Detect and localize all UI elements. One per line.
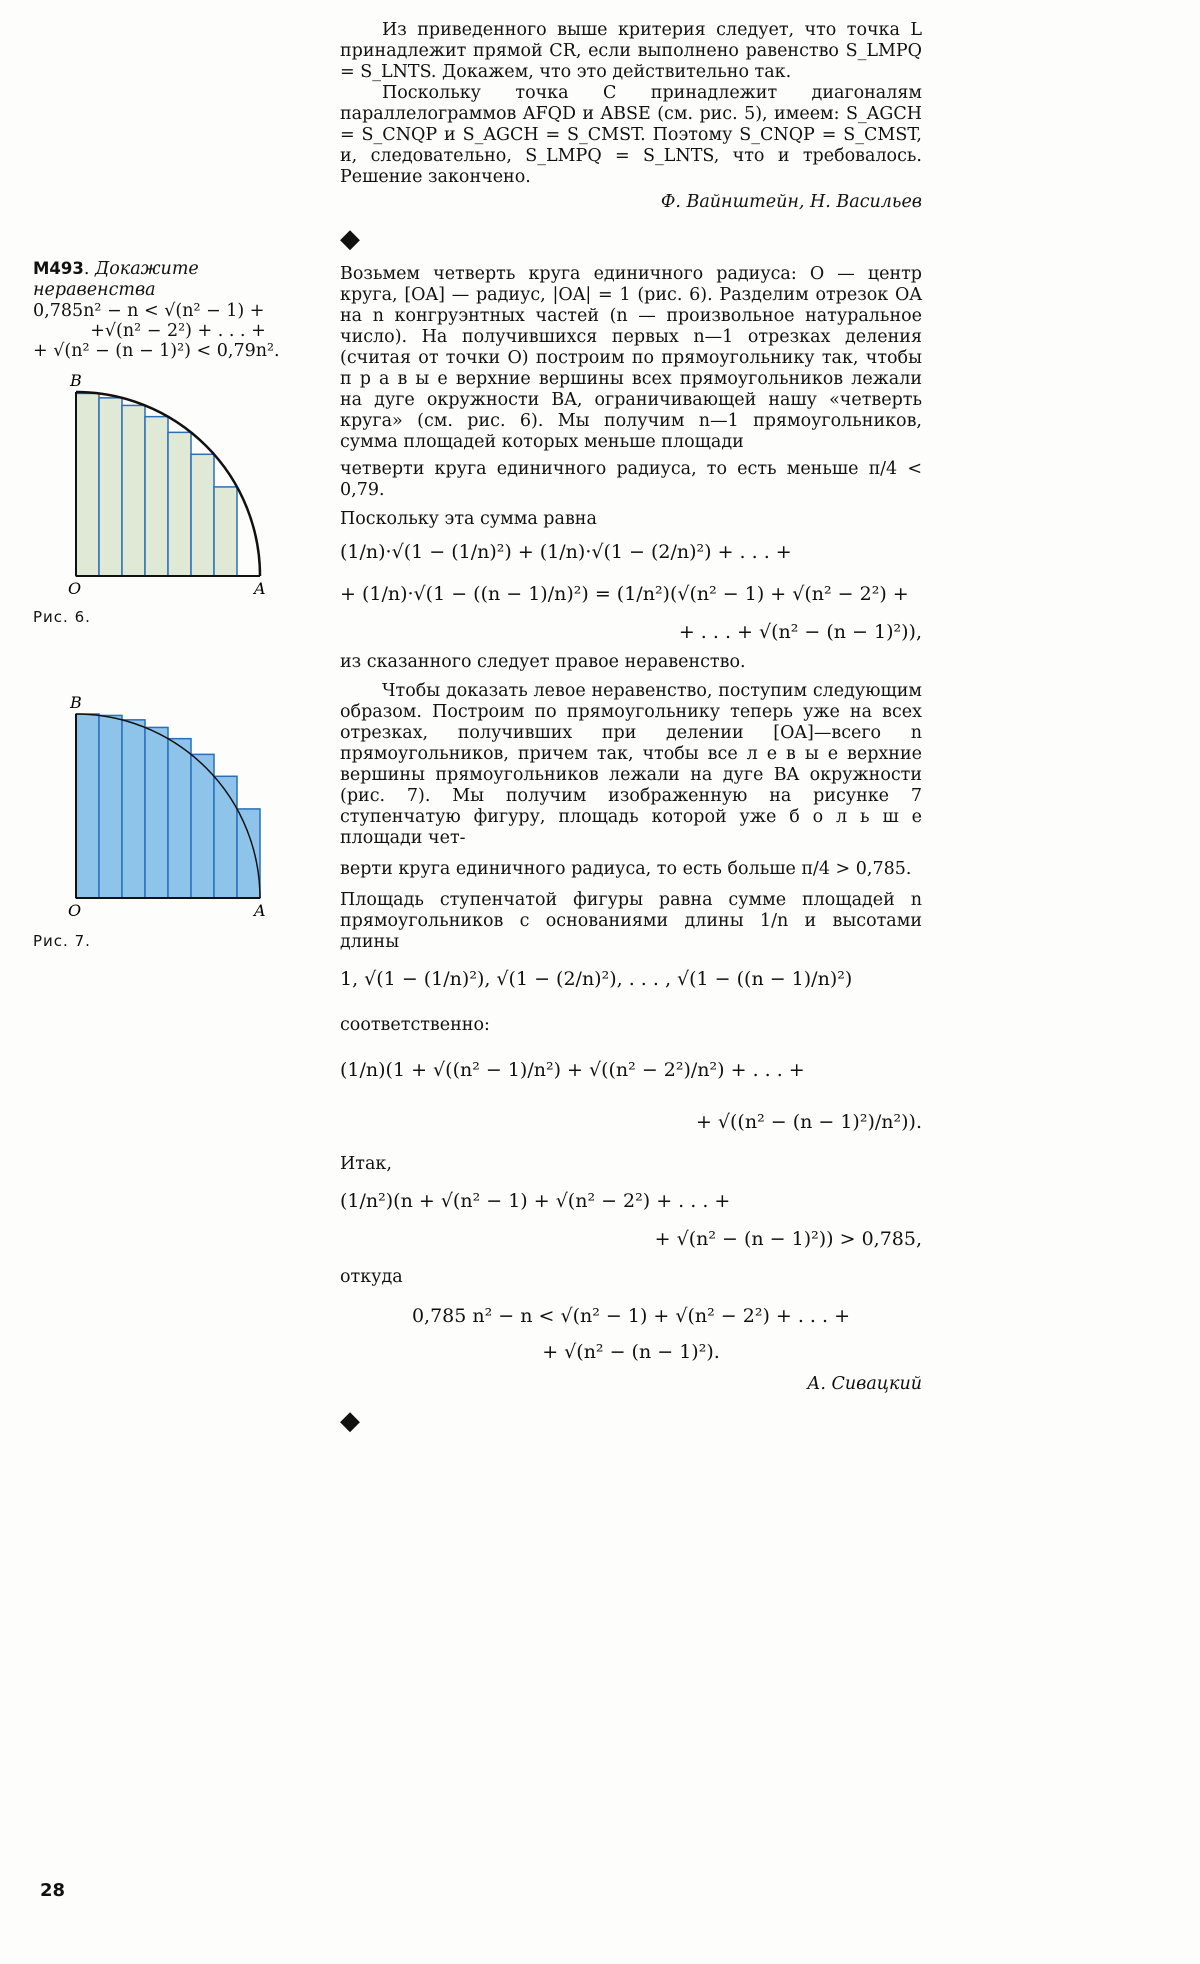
figure-7-label-o: O — [68, 901, 82, 916]
figure-6-rect-7 — [214, 487, 237, 576]
figure-7-rect-8 — [237, 809, 260, 898]
equation-1-line-1: (1/n)·√(1 − (1/n)²) + (1/n)·√(1 − (2/n)²) + . . . + — [340, 541, 792, 563]
figure-7-rect-1 — [76, 714, 99, 898]
figure-6-rect-3 — [122, 405, 145, 576]
problem-inequality-line-3: + √(n² − (n − 1)²) < 0,79n². — [33, 341, 280, 361]
problem-text: Докажите неравенства — [33, 259, 199, 300]
solution-paragraph-1: Возьмем четверть круга единичного радиуса: O — центр круга, [OA] — радиус, |OA| = 1 (рис. 6). Разделим отрезок OA на n конгруэнтных частей (n — произвольное натуральное число). На получившихся первых n—1 отрезках деления (считая от точки O) построим по прямоугольнику так, чтобы п р а в ы е верхние вершины всех прямоугольников лежали на дуге окружности BA, ограничивающей нашу «четверть круга» (см. рис. 6). Мы получим n—1 прямоугольников, сумма площадей которых меньше площади — [340, 264, 922, 452]
solution-paragraph-4-end: верти круга единичного радиуса, то есть больше π/4 > 0,785. — [340, 859, 912, 879]
solution-paragraph-2: Поскольку эта сумма равна — [340, 509, 597, 529]
main-column — [340, 20, 922, 1434]
signature-top: Ф. Вайнштейн, Н. Васильев — [660, 192, 922, 212]
solution-paragraph-6: соответственно: — [340, 1015, 490, 1035]
equation-5-line-1: 0,785 n² − n < √(n² − 1) + √(n² − 2²) + . . . + — [411, 1305, 851, 1327]
figure-6-rectangles — [76, 393, 237, 576]
problem-label: M493 — [33, 259, 84, 278]
figure-6-caption: Рис. 6. — [33, 608, 91, 626]
figure-7-label-b: B — [70, 694, 82, 712]
solution-paragraph-7: Итак, — [340, 1154, 392, 1174]
solution-paragraph-8: откуда — [340, 1267, 403, 1287]
figure-7-label-a: A — [254, 901, 266, 916]
equation-1-line-2: + (1/n)·√(1 − ((n − 1)/n)²) = (1/n²)(√(n² − 1) + √(n² − 2²) + — [340, 583, 909, 605]
figure-6-label-o: O — [68, 579, 82, 594]
intro-paragraph-1: Из приведенного выше критерия следует, что точка L принадлежит прямой CR, если выполнено равенство S_LMPQ = S_LNTS. Докажем, что это действительно так. — [340, 20, 922, 82]
equation-1-line-3: + . . . + √(n² − (n − 1)²)), — [678, 621, 922, 643]
figure-7-quarter-circle-outer-rectangles — [40, 694, 280, 916]
figure-7-rect-3 — [122, 720, 145, 898]
figure-6-rect-6 — [191, 454, 214, 576]
equation-4-line-1: (1/n²)(n + √(n² − 1) + √(n² − 2²) + . . . + — [340, 1190, 731, 1212]
figure-7-caption: Рис. 7. — [33, 932, 91, 950]
figure-6-rect-2 — [99, 398, 122, 576]
solution-paragraph-3: из сказанного следует правое неравенство. — [340, 652, 746, 672]
solution-paragraph-4: Чтобы доказать левое неравенство, поступим следующим образом. Построим по прямоугольнику теперь уже на всех отрезках, получивших при делении [OA]—всего n прямоугольников, причем так, чтобы все л е в ы е верхние вершины прямоугольников лежали на дуге BA окружности (рис. 7). Мы получим изображенную на рисунке 7 ступенчатую фигуру, площадь которой уже б о л ь ш е площади чет- — [340, 681, 922, 848]
problem-inequality-line-2: +√(n² − 2²) + . . . + — [90, 321, 266, 341]
figure-6-rect-4 — [145, 417, 168, 576]
equation-5-line-2: + √(n² − (n − 1)²). — [542, 1341, 720, 1363]
section-divider-icon: ◆ — [340, 224, 360, 254]
page-number: 28 — [40, 1880, 66, 1901]
equation-4-line-2: + √(n² − (n − 1)²)) > 0,785, — [654, 1228, 922, 1250]
solution-paragraph-1-end: четверти круга единичного радиуса, то есть меньше π/4 < 0,79. — [340, 459, 922, 500]
problem-statement: M493. Докажите неравенства 0,785n² − n < √(n² − 1) + +√(n² − 2²) + . . . + + √(n² − (n − 1)²) < 0,79n². — [33, 258, 323, 361]
intro-paragraph-2: Поскольку точка C принадлежит диагоналям параллелограммов AFQD и ABSE (см. рис. 5), имеем: S_AGCH = S_CNQP и S_AGCH = S_CMST. Поэтому S_CNQP = S_CMST, и, следовательно, S_LMPQ = S_LNTS, что и требовалось. Решение закончено. — [340, 83, 922, 187]
equation-2: 1, √(1 − (1/n)²), √(1 − (2/n)²), . . . , √(1 − ((n − 1)/n)²) — [340, 968, 853, 990]
figure-6-rect-1 — [76, 393, 99, 576]
figure-6-rect-5 — [168, 432, 191, 576]
figure-6-quarter-circle-inner-rectangles — [40, 372, 280, 594]
figure-7-rect-6 — [191, 754, 214, 898]
figure-6-label-a: A — [254, 579, 266, 594]
signature-bottom: А. Сивацкий — [807, 1374, 922, 1394]
solution-paragraph-5: Площадь ступенчатой фигуры равна сумме площадей n прямоугольников с основаниями длины 1/n и высотами длины — [340, 890, 922, 952]
figure-7-rect-5 — [168, 739, 191, 898]
figure-7-rect-2 — [99, 715, 122, 898]
figure-7-rectangles — [76, 714, 260, 898]
equation-3-line-1: (1/n)(1 + √((n² − 1)/n²) + √((n² − 2²)/n²) + . . . + — [340, 1059, 805, 1081]
end-divider-icon: ◆ — [340, 1406, 360, 1436]
figure-6-label-b: B — [70, 372, 82, 390]
figure-7-rect-7 — [214, 776, 237, 898]
problem-inequality-line-1: 0,785n² − n < √(n² − 1) + — [33, 301, 265, 321]
figure-7-rect-4 — [145, 727, 168, 898]
equation-3-line-2: + √((n² − (n − 1)²)/n²)). — [695, 1111, 922, 1133]
